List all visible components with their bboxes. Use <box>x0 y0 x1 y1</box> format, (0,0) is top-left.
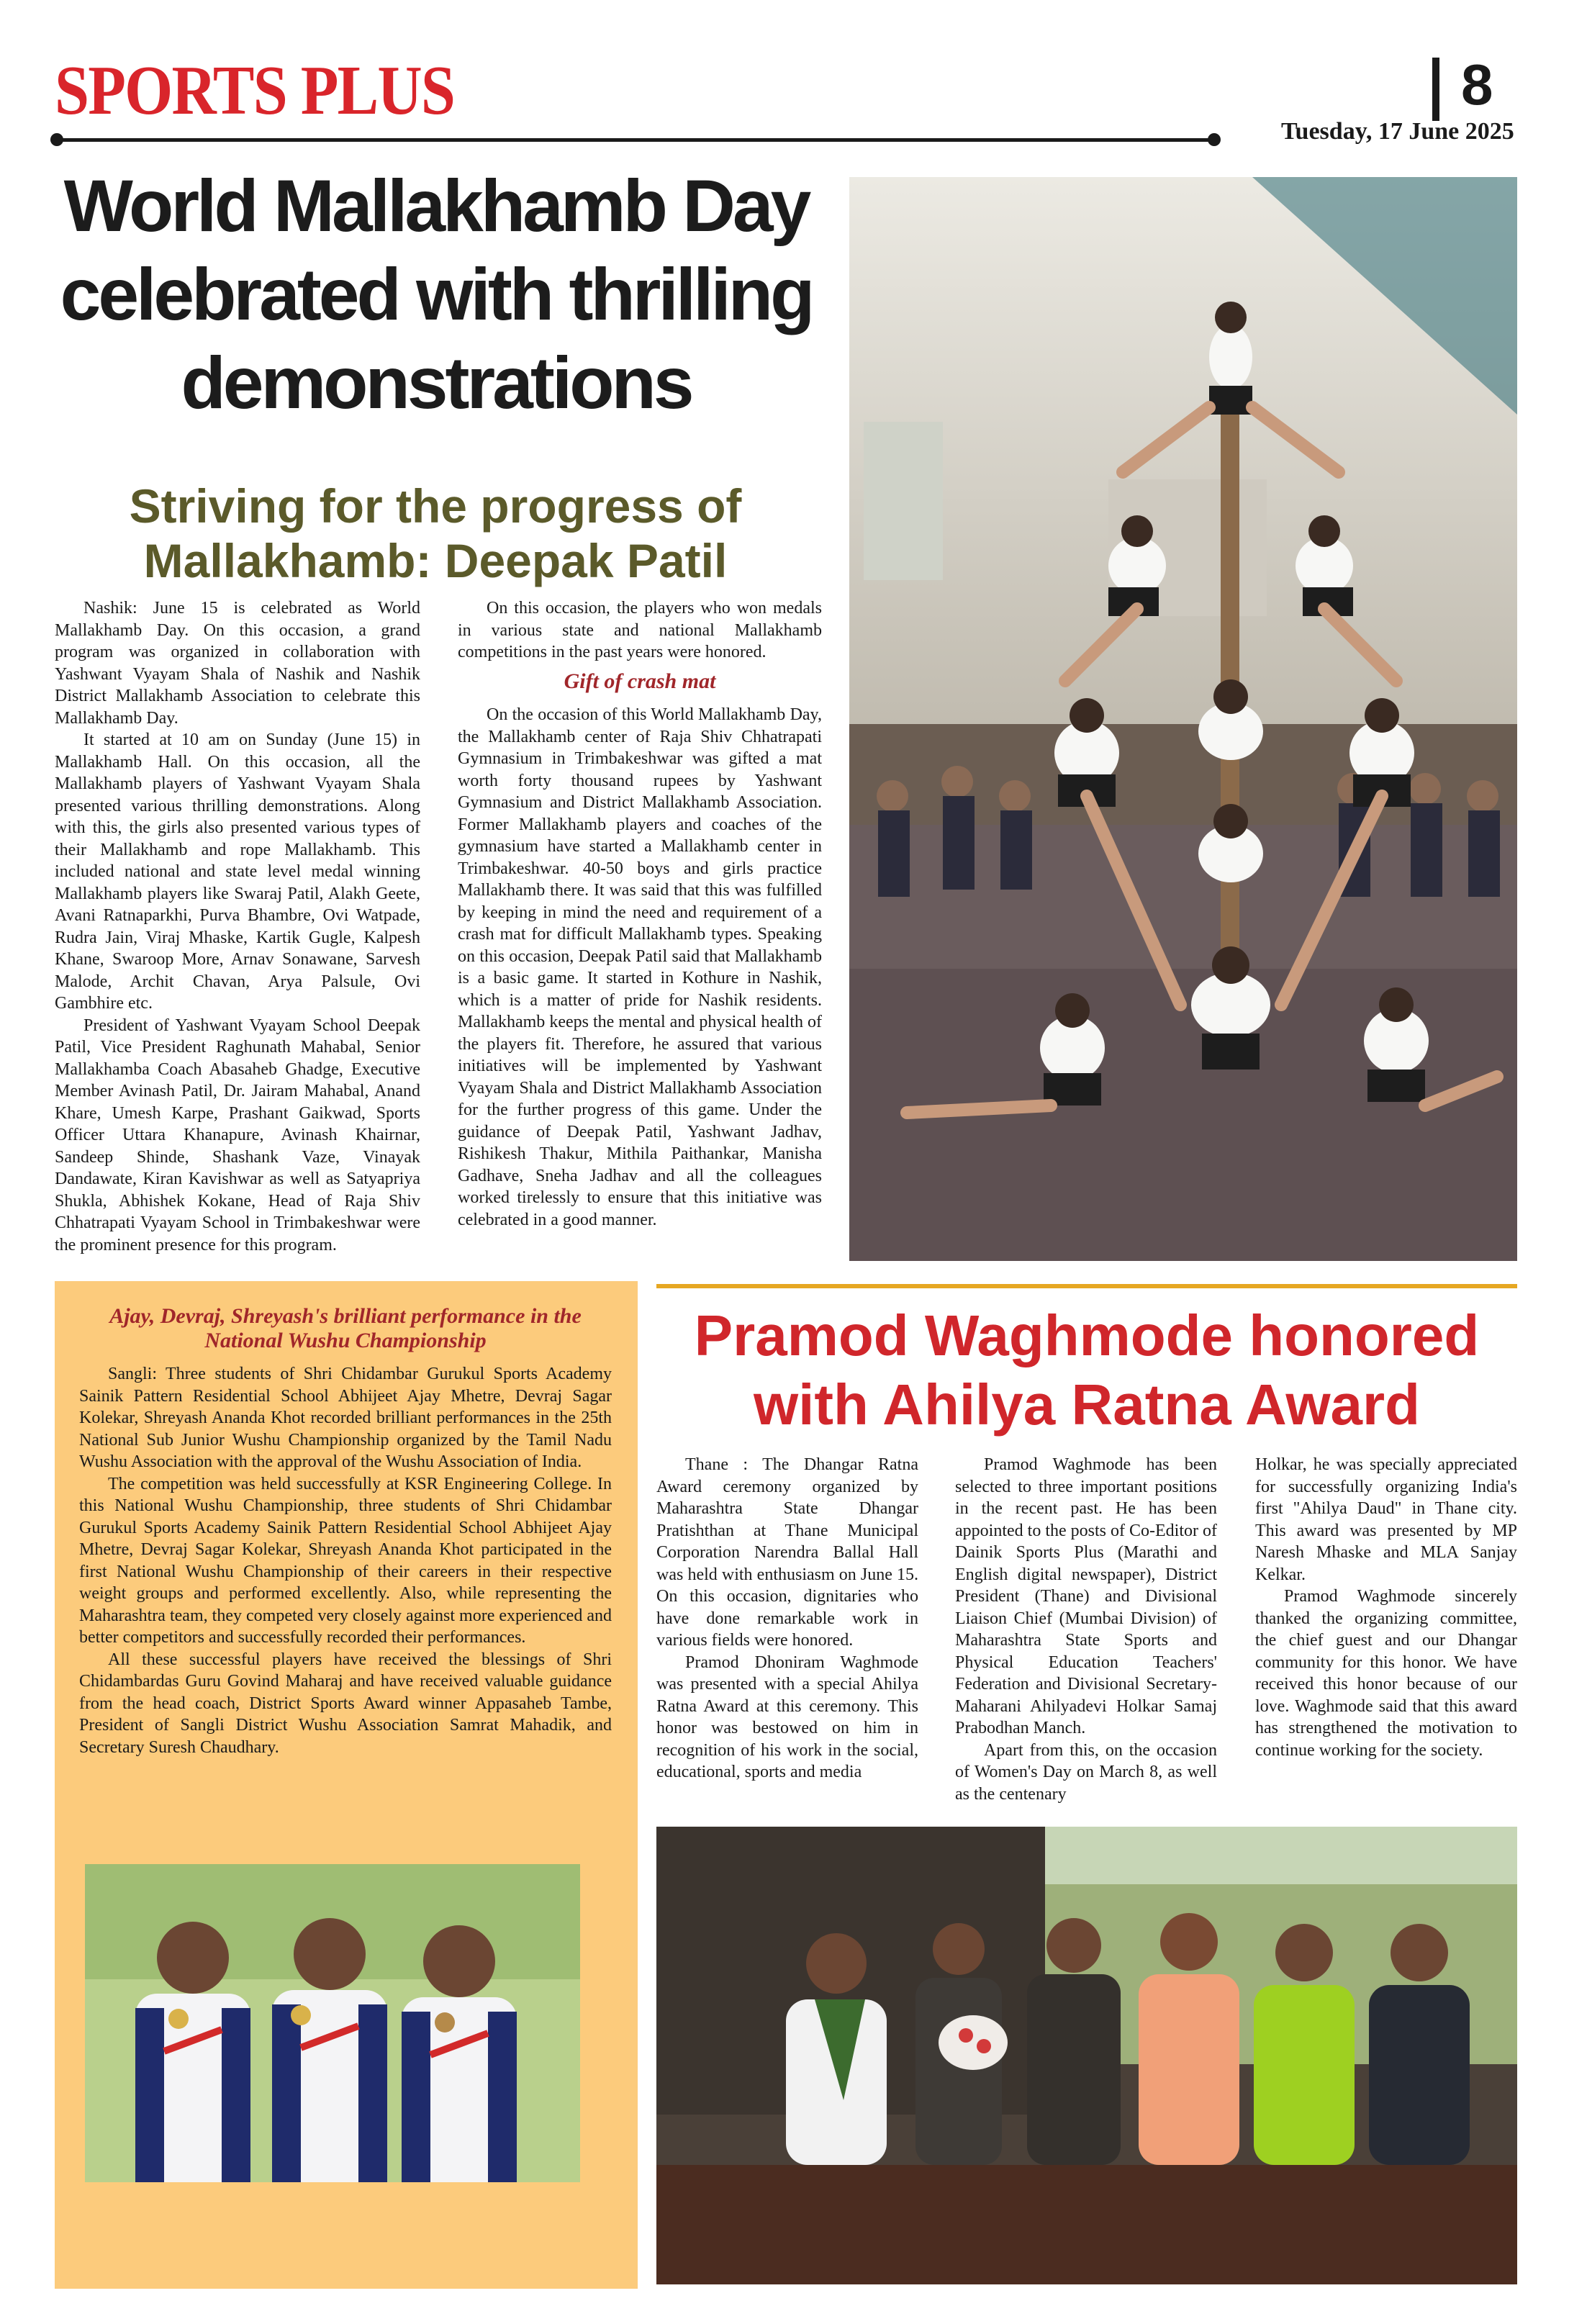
section-masthead: SPORTS PLUS <box>55 52 455 130</box>
article3-paragraph: Pramod Waghmode has been selected to three important positions in the recent past. He has been appointed to the posts of Co-Editor of Dainik Sports Plus (Marathi and English digital newspaper), District President (Thane) and Divisional Liaison Chief (Mumbai Division) of Maharashtra State Sports and Physical Education Teachers' Federation and Divisional Secretary- Maharani Ahilyadevi Holkar Samaj Prabodhan Manch. <box>955 1455 1217 1737</box>
award-photo-illustration <box>656 1827 1517 2284</box>
article1-paragraph: Nashik: June 15 is celebrated as World Mallakhamb Day. On this occasion, a grand program was organized in collaboration with Yashwant Vyayam Shala of Nashik and Nashik District Mallakhamb Association to celebrate this Mallakhamb Day. <box>55 599 420 728</box>
article1-subheadline: Striving for the progress of Mallakhamb: Deepak Patil <box>129 479 742 587</box>
page-number-bar <box>1432 58 1439 121</box>
rule-dot-left <box>50 133 63 146</box>
masthead-rule <box>55 138 1213 142</box>
article3-column-1 <box>656 1454 918 1821</box>
page-number: 8 <box>1461 53 1493 117</box>
rule-dot-right <box>1208 133 1221 146</box>
article3-headline: Pramod Waghmode honored with Ahilya Ratna Award <box>694 1303 1480 1437</box>
award-ceremony-photo <box>656 1827 1517 2284</box>
article3-paragraph: Pramod Waghmode sincerely thanked the organizing committee, the chief guest and our Dhangar community for this honor. We have received this honor because of our love. Waghmode said that this award has strengthened the motivation to continue working for the society. <box>1255 1587 1517 1760</box>
article1-paragraph: It started at 10 am on Sunday (June 15) in Mallakhamb Hall. On this occasion, all the Mallakhamb players of Yashwant Vyayam Shala presented various thrilling demonstrations. Along with this, the girls also presented various types of their Mallakhamb and rope Mallakhamb. This included national and state level medal winning Mallakhamb players like Swaraj Patil, Alakh Geete, Avani Ratnaparkhi, Purva Bhambre, Ovi Watpade, Rudra Jain, Viraj Mhaske, Kartik Gugle, Kalpesh Khane, Swaroop More, Arnav Sonawane, Sarvesh Malode, Archit Chavan, Arya Palsule, Ovi Gambhire etc. <box>55 731 420 1013</box>
article2-headline: Ajay, Devraj, Shreyash's brilliant performance in the National Wushu Championship <box>109 1304 582 1352</box>
article1-column-1 <box>55 597 420 1256</box>
article3-paragraph: Apart from this, on the occasion of Women's Day on March 8, as well as the centenary <box>955 1740 1217 1804</box>
article2-paragraph: Sangli: Three students of Shri Chidambar Gurukul Sports Academy Sainik Pattern Residential School Abhijeet Ajay Mhetre, Devraj Sagar Kolekar, Shreyash Ananda Khot recorded brilliant performances in the 25th National Sub Junior Wushu Championship organized by the Tamil Nadu Wushu Association with the approval of the Wushu Association of India. <box>79 1365 612 1471</box>
article3-paragraph: Thane : The Dhangar Ratna Award ceremony organized by Maharashtra State Dhangar Pratishthan at Thane Municipal Corporation Narendra Ballal Hall was held with enthusiasm on June 15. On this occasion, dignitaries who have done remarkable work in various fields were honored. <box>656 1455 918 1650</box>
article2-paragraph: All these successful players have received the blessings of Shri Chidambardas Guru Govind Maharaj and have received valuable guidance from the head coach, District Sports Award winner Appasaheb Tambe, President of Sangli District Wushu Association Samrat Mahadik, and Secretary Suresh Chaudhary. <box>79 1650 612 1757</box>
article1-paragraph: On this occasion, the players who won medals in various state and national Mallakhamb competitions in the past years were honored. <box>458 599 822 661</box>
article3-column-3 <box>1255 1454 1517 1761</box>
mallakhamb-photo-illustration <box>849 177 1517 1261</box>
mallakhamb-photo <box>849 177 1517 1261</box>
issue-date: Tuesday, 17 June 2025 <box>1281 118 1514 145</box>
article3-column-2 <box>955 1454 1217 1821</box>
article1-column-2 <box>458 597 822 1231</box>
article1-paragraph: President of Yashwant Vyayam School Deepak Patil, Vice President Raghunath Mahabal, Senior Mallakhamba Coach Abasaheb Ghadge, Executive Member Avinash Patil, Dr. Jairam Mahabal, Anand Khare, Umesh Karpe, Prashant Gaikwad, Sports Officer Uttara Khanapure, Avinash Khairnar, Sandeep Shinde, Shashank Vaze, Vinayak Dandawate, Kiran Kavishwar as well as Satyapriya Shukla, Abhishek Kokane, Head of Raja Shiv Chhatrapati Vyayam School in Trimbakeshwar were the prominent presence for this program. <box>55 1016 420 1254</box>
article3-paragraph: Pramod Dhoniram Waghmode was presented with a special Ahilya Ratna Award at this ceremony. This honor was bestowed on him in recognition of his work in the social, educational, sports and media <box>656 1652 918 1781</box>
article3-paragraph: Holkar, he was specially appreciated for successfully organizing India's first "Ahilya Daud" in Thane city. This award was presented by MP Naresh Mhaske and MLA Sanjay Kelkar. <box>1255 1455 1517 1584</box>
article1-paragraph: On the occasion of this World Mallakhamb Day, the Mallakhamb center of Raja Shiv Chhatrapati Gymnasium in Trimbakeshwar was gifted a mat worth forty thousand rupees by Yashwant Gymnasium and District Mallakhamb Association. Former Mallakhamb players and coaches of the gymnasium have started a Mallakhamb center in Trimbakeshwar. 40-50 boys and girls practice Mallakhamb there. It was said that this was fulfilled by keeping in mind the need and requirement of a crash mat for difficult Mallakhamb types. Speaking on this occasion, Deepak Patil said that Mallakhamb is a basic game. It started in Kothure in Nashik, which is a matter of pride for Nashik residents. Mallakhamb keeps the mental and physical health of the players fit. Therefore, he assured that various initiatives will be implemented by Yashwant Vyayam Shala and District Mallakhamb Association for the further progress of this game. Under the guidance of Deepak Patil, Yashwant Jadhav, Rishikesh Thakur, Mithila Paithankar, Manisha Gadhave, Sneha Jadhav and all the colleagues worked tirelessly to ensure that this initiative was celebrated in a good manner. <box>458 705 822 1229</box>
wushu-photo-illustration <box>85 1864 580 2182</box>
article2-paragraph: The competition was held successfully at KSR Engineering College. In this National Wushu Championship, three students of Shri Chidambar Gurukul Sports Academy Sainik Pattern Residential School Abhijeet Ajay Mhetre, Devraj Sagar Kolekar, Shreyash Ananda Khot participated in the first National Wushu Championship of their careers in their respective weight groups and performed excellently. Also, while representing the Maharashtra team, they competed very closely against more experienced and better competitors and successfully recorded their performances. <box>79 1474 612 1647</box>
wushu-players-photo <box>85 1864 580 2182</box>
article1-crossheading: Gift of crash mat <box>564 669 716 693</box>
article2-body <box>79 1363 612 1758</box>
article1-headline: World Mallakhamb Day celebrated with thrilling demonstrations <box>60 165 813 424</box>
section-divider <box>656 1284 1517 1288</box>
